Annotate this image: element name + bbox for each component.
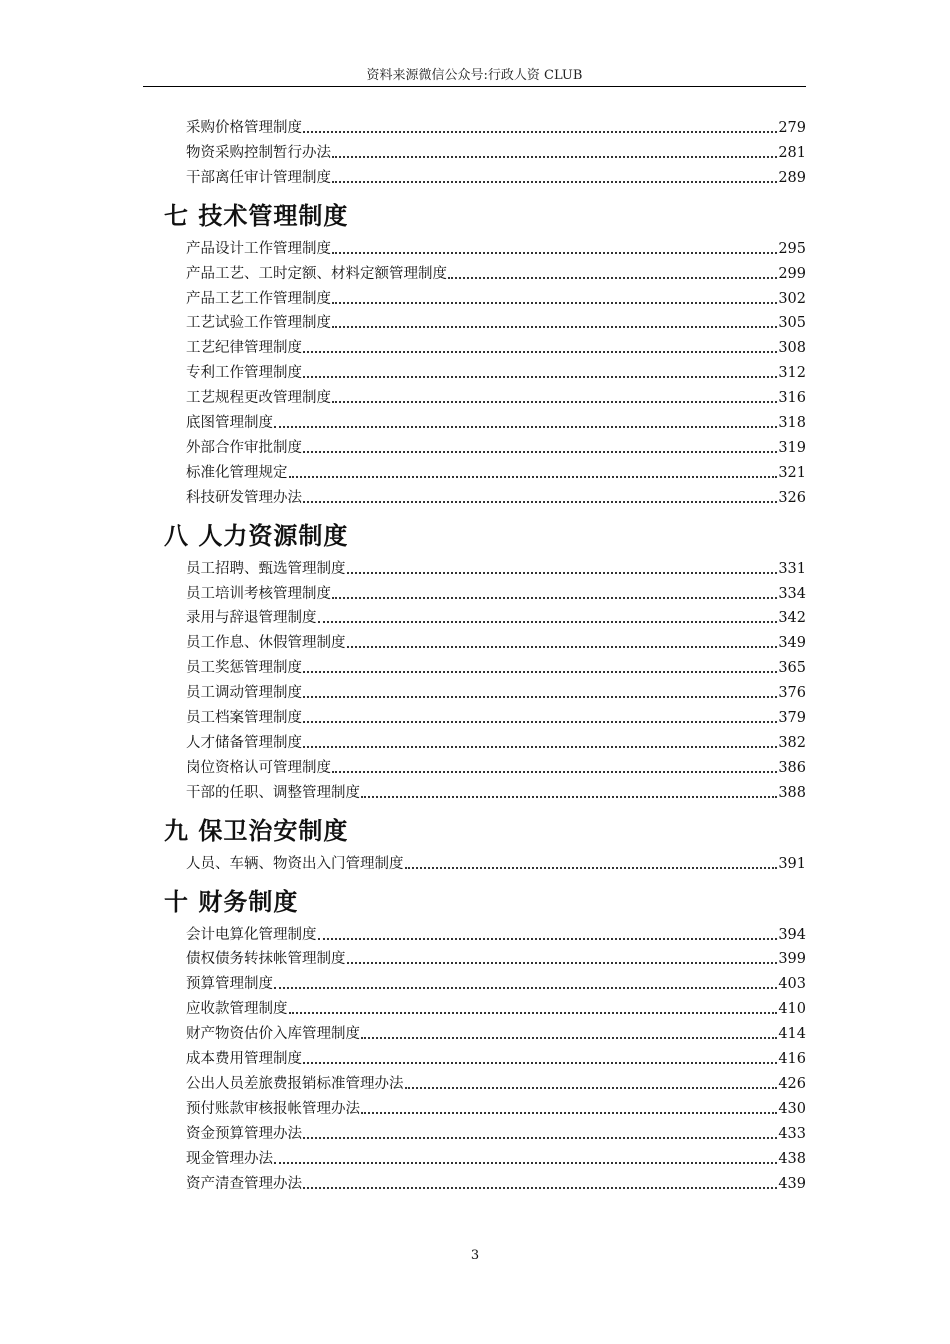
toc-entry-page: 316	[778, 390, 806, 407]
dot-leader	[303, 1187, 777, 1189]
dot-leader	[303, 351, 777, 353]
toc-entry[interactable]	[186, 289, 806, 309]
dot-leader	[405, 867, 778, 869]
toc-entry-page: 365	[778, 660, 806, 677]
toc-entry-title: 录用与辞退管理制度	[186, 610, 317, 627]
toc-entry-title: 干部离任审计管理制度	[186, 169, 331, 186]
dot-leader	[361, 1112, 777, 1114]
toc-entry-title: 产品工艺工作管理制度	[186, 290, 331, 307]
dot-leader	[303, 451, 777, 453]
toc-entry-title: 员工奖惩管理制度	[186, 660, 302, 677]
toc-entry-title: 工艺纪律管理制度	[186, 340, 302, 357]
toc-entry[interactable]	[186, 488, 806, 508]
toc-entry-page: 430	[778, 1100, 806, 1117]
section-heading[interactable]: 九 保卫治安制度	[164, 816, 349, 845]
toc-entry[interactable]	[186, 584, 806, 604]
toc-entry[interactable]	[186, 999, 806, 1019]
dot-leader	[361, 796, 777, 798]
dot-leader	[405, 1087, 778, 1089]
toc-entry[interactable]	[186, 438, 806, 458]
page-header: 资料来源微信公众号:行政人资 CLUB	[366, 68, 583, 83]
toc-entry-title: 公出人员差旅费报销标准管理办法	[186, 1075, 404, 1092]
toc-entry-title: 员工招聘、甄选管理制度	[186, 560, 346, 577]
toc-entry-title: 标准化管理规定	[186, 464, 288, 481]
header-divider	[143, 86, 806, 87]
dot-leader	[347, 572, 778, 574]
toc-entry-page: 433	[778, 1125, 806, 1142]
toc-entry[interactable]	[186, 633, 806, 653]
toc-entry[interactable]	[186, 658, 806, 678]
toc-entry-page: 376	[778, 685, 806, 702]
toc-entry-title: 员工调动管理制度	[186, 685, 302, 702]
toc-entry[interactable]	[186, 1174, 806, 1194]
toc-entry-page: 410	[778, 1001, 806, 1018]
toc-entry[interactable]	[186, 783, 806, 803]
toc-entry-page: 281	[778, 144, 806, 161]
toc-entry[interactable]	[186, 463, 806, 483]
toc-entry-page: 318	[778, 415, 806, 431]
toc-entry-title: 人才储备管理制度	[186, 734, 302, 751]
toc-entry-title: 专利工作管理制度	[186, 365, 302, 382]
toc-entry[interactable]	[186, 118, 806, 138]
dot-leader	[303, 376, 777, 378]
section-heading[interactable]: 八 人力资源制度	[164, 521, 349, 550]
section-heading[interactable]: 七 技术管理制度	[164, 201, 349, 230]
toc-entry[interactable]	[186, 758, 806, 778]
toc-entry-title: 干部的任职、调整管理制度	[186, 784, 360, 801]
toc-entry-page: 289	[778, 169, 806, 186]
toc-entry[interactable]	[186, 1074, 806, 1094]
dot-leader	[303, 501, 777, 503]
toc-entry[interactable]	[186, 338, 806, 358]
toc-entry-title: 资金预算管理办法	[186, 1125, 302, 1142]
dot-leader	[274, 987, 777, 989]
toc-entry-page: 382	[778, 734, 806, 751]
toc-entry[interactable]	[186, 1049, 806, 1069]
toc-entry-page: 308	[778, 340, 806, 357]
dot-leader	[332, 252, 777, 254]
toc-entry-page: 403	[778, 976, 806, 993]
dot-leader	[332, 181, 777, 183]
toc-entry-page: 295	[778, 240, 806, 257]
dot-leader	[332, 156, 777, 158]
dot-leader	[332, 597, 777, 599]
dot-leader	[289, 476, 778, 478]
toc-entry[interactable]	[186, 363, 806, 383]
toc-entry-title: 应收款管理制度	[186, 1001, 288, 1018]
toc-entry-title: 工艺试验工作管理制度	[186, 315, 331, 332]
dot-leader	[274, 1162, 777, 1164]
toc-entry-page: 312	[778, 365, 806, 382]
toc-entry-page: 319	[778, 439, 806, 456]
toc-entry-page: 342	[778, 610, 806, 627]
toc-entry[interactable]	[186, 168, 806, 188]
dot-leader	[332, 401, 777, 403]
toc-entry-title: 预算管理制度	[186, 976, 273, 993]
toc-entry-page: 394	[778, 926, 806, 943]
toc-entry-title: 采购价格管理制度	[186, 120, 302, 136]
toc-entry[interactable]	[186, 854, 806, 874]
toc-entry[interactable]	[186, 1024, 806, 1044]
toc-entry-title: 物资采购控制暂行办法	[186, 144, 331, 161]
toc-entry-title: 员工培训考核管理制度	[186, 585, 331, 602]
toc-entry-title: 岗位资格认可管理制度	[186, 759, 331, 776]
toc-entry-page: 391	[778, 855, 806, 872]
dot-leader	[303, 671, 777, 673]
toc-entry-page: 438	[778, 1150, 806, 1167]
toc-entry-title: 产品工艺、工时定额、材料定额管理制度	[186, 265, 447, 282]
toc-entry-title: 预付账款审核报帐管理办法	[186, 1100, 360, 1117]
toc-entry[interactable]	[186, 388, 806, 408]
toc-entry[interactable]	[186, 708, 806, 728]
toc-entry[interactable]	[186, 949, 806, 969]
dot-leader	[303, 746, 777, 748]
page-number: 3	[470, 1248, 480, 1263]
toc-entry-page: 334	[778, 585, 806, 602]
toc-entry[interactable]	[186, 733, 806, 753]
toc-entry-title: 外部合作审批制度	[186, 439, 302, 456]
toc-entry[interactable]	[186, 313, 806, 333]
dot-leader	[347, 646, 778, 648]
dot-leader	[318, 938, 778, 940]
toc-entry[interactable]	[186, 1149, 806, 1169]
toc-entry-title: 员工作息、休假管理制度	[186, 635, 346, 652]
toc-entry-page: 439	[778, 1175, 806, 1192]
toc-entry-title: 债权债务转抹帐管理制度	[186, 951, 346, 968]
toc-entry-page: 379	[778, 710, 806, 726]
toc-entry-page: 426	[778, 1075, 806, 1092]
toc-entry-page: 279	[778, 120, 806, 136]
dot-leader	[448, 277, 777, 279]
toc-entry-title: 财产物资估价入库管理制度	[186, 1026, 360, 1043]
dot-leader	[303, 1137, 777, 1139]
dot-leader	[332, 771, 777, 773]
toc-entry[interactable]	[186, 239, 806, 259]
toc-entry[interactable]	[186, 413, 806, 433]
toc-entry-title: 人员、车辆、物资出入门管理制度	[186, 855, 404, 872]
dot-leader	[361, 1037, 777, 1039]
toc-entry-title: 产品设计工作管理制度	[186, 240, 331, 257]
toc-entry[interactable]	[186, 264, 806, 284]
toc-entry-page: 302	[778, 290, 806, 307]
dot-leader	[318, 621, 778, 623]
toc-entry-page: 321	[778, 464, 806, 481]
dot-leader	[303, 1062, 777, 1064]
toc-entry-title: 成本费用管理制度	[186, 1051, 302, 1067]
toc-entry-page: 386	[778, 759, 806, 776]
section-heading[interactable]: 十 财务制度	[164, 887, 299, 916]
dot-leader	[332, 326, 777, 328]
toc-entry[interactable]	[186, 559, 806, 579]
toc-entry-page: 399	[778, 951, 806, 968]
toc-entry-page: 388	[778, 784, 806, 801]
toc-entry[interactable]	[186, 1099, 806, 1119]
toc-entry-title: 底图管理制度	[186, 415, 273, 431]
toc-entry-title: 员工档案管理制度	[186, 710, 302, 726]
toc-entry[interactable]	[186, 925, 806, 945]
toc-entry-title: 科技研发管理办法	[186, 489, 302, 506]
toc-entry-title: 会计电算化管理制度	[186, 926, 317, 943]
dot-leader	[303, 131, 777, 133]
toc-entry-page: 326	[778, 489, 806, 506]
toc-entry[interactable]	[186, 143, 806, 163]
toc-entry[interactable]	[186, 608, 806, 628]
dot-leader	[274, 426, 777, 428]
dot-leader	[289, 1012, 778, 1014]
toc-entry-page: 299	[778, 265, 806, 282]
toc-entry-page: 349	[778, 635, 806, 652]
toc-entry-title: 工艺规程更改管理制度	[186, 390, 331, 407]
dot-leader	[303, 721, 777, 723]
dot-leader	[332, 302, 777, 304]
toc-entry[interactable]	[186, 974, 806, 994]
dot-leader	[303, 696, 777, 698]
toc-entry[interactable]	[186, 683, 806, 703]
toc-entry-title: 资产清查管理办法	[186, 1175, 302, 1192]
dot-leader	[347, 962, 778, 964]
toc-entry-page: 305	[778, 315, 806, 332]
toc-entry-page: 414	[778, 1026, 806, 1043]
toc-entry[interactable]	[186, 1124, 806, 1144]
toc-entry-page: 331	[778, 560, 806, 577]
toc-entry-page: 416	[778, 1051, 806, 1067]
toc-entry-title: 现金管理办法	[186, 1150, 273, 1167]
